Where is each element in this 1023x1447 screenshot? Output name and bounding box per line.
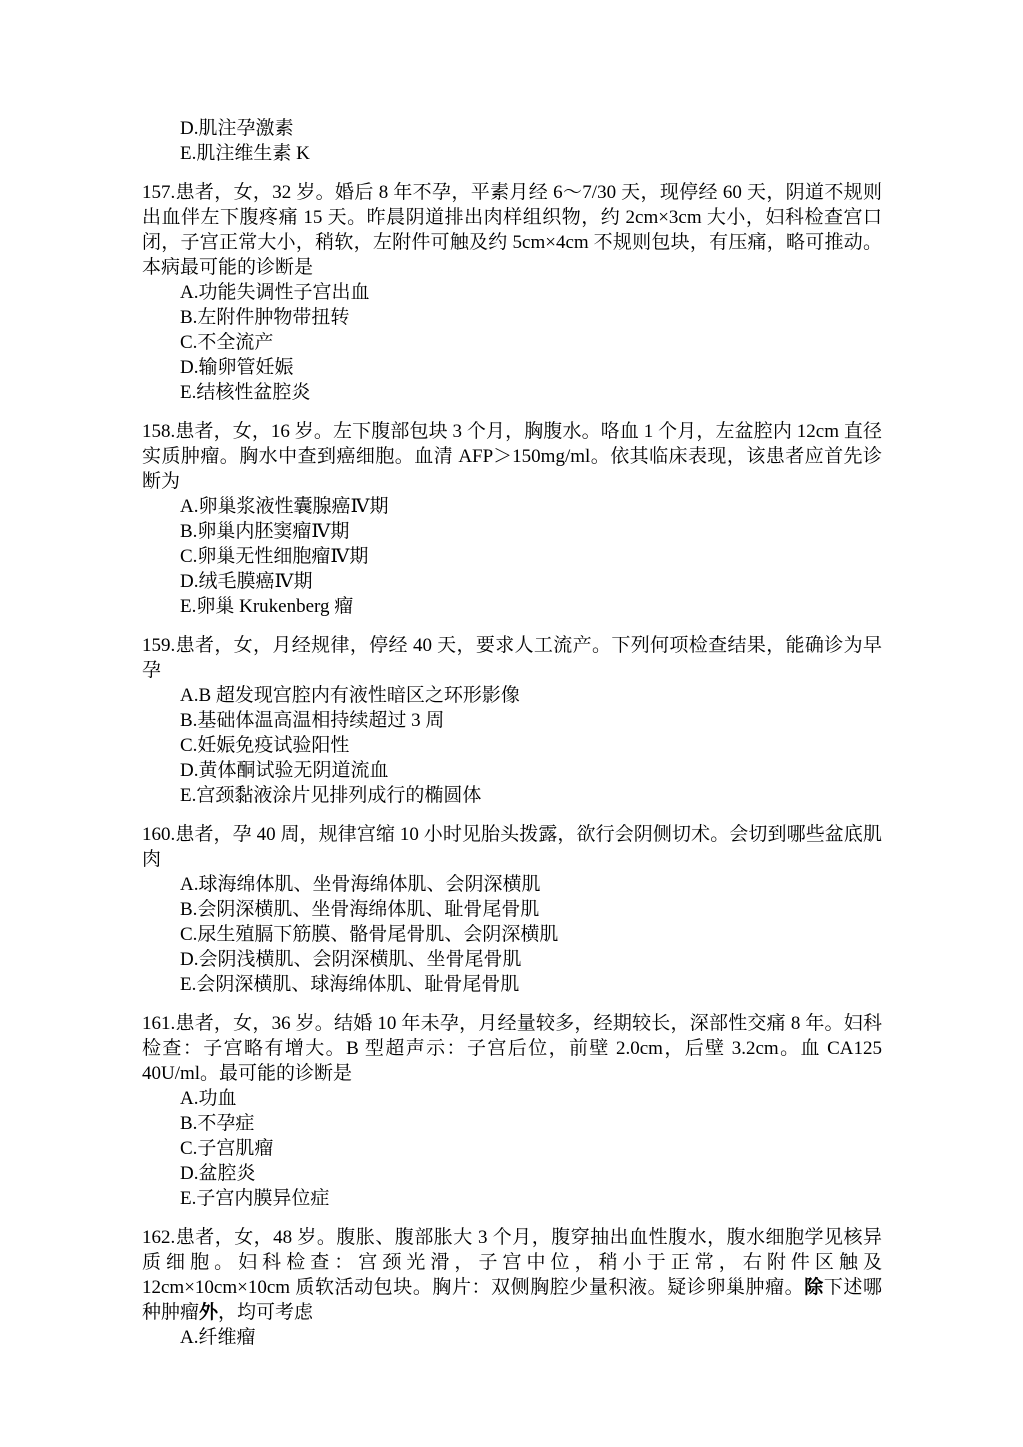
- question-stem: [142, 419, 882, 494]
- option-item: D.绒毛膜癌Ⅳ期: [180, 571, 313, 592]
- option-item: B.卵巢内胚窦瘤Ⅳ期: [180, 521, 350, 542]
- option-item: E.宫颈黏液涂片见排列成行的椭圆体: [180, 785, 482, 806]
- option-item: A.B 超发现宫腔内有液性暗区之环形影像: [180, 685, 520, 706]
- stem-text: 下述哪种肿瘤: [142, 1277, 882, 1323]
- option-item: E.卵巢 Krukenberg 瘤: [180, 596, 354, 617]
- stem-text: 患者，女，月经规律，停经 40 天，要求人工流产。下列何项检查结果，能确诊为早孕: [142, 635, 882, 681]
- question-number: 162.: [142, 1227, 176, 1248]
- question-stem: [142, 633, 882, 683]
- option-item: E.肌注维生素 K: [180, 143, 310, 164]
- question-number: 159.: [142, 635, 176, 656]
- option-item: C.不全流产: [180, 332, 274, 353]
- option-item: C.妊娠免疫试验阳性: [180, 735, 350, 756]
- question-number: 158.: [142, 421, 176, 442]
- question-number: 161.: [142, 1013, 176, 1034]
- question-block: [142, 1225, 882, 1350]
- question-block: [142, 822, 882, 997]
- stem-text: 患者，孕 40 周，规律宫缩 10 小时见胎头拨露，欲行会阴侧切术。会切到哪些盆底肌肉: [142, 824, 882, 870]
- stem-text: 患者，女，32 岁。婚后 8 年不孕，平素月经 6～7/30 天，现停经 60 天，阴道不规则出血伴左下腹疼痛 15 天。昨晨阴道排出肉样组织物，约 2cm×3cm 大小，妇科检查宫口闭，子宫正常大小，稍软，左附件可触及约 5cm×4cm 不规则包块，有压痛，略可推动。本病最可能的诊断是: [142, 182, 882, 278]
- option-item: A.纤维瘤: [180, 1327, 256, 1348]
- stem-bold-text: 外: [199, 1302, 219, 1323]
- option-item: B.不孕症: [180, 1113, 255, 1134]
- option-item: B.左附件肿物带扭转: [180, 307, 350, 328]
- option-item: C.尿生殖膈下筋膜、骼骨尾骨肌、会阴深横肌: [180, 924, 559, 945]
- option-item: A.球海绵体肌、坐骨海绵体肌、会阴深横肌: [180, 874, 541, 895]
- stem-text: ，均可考虑: [218, 1302, 314, 1323]
- document-page: [142, 116, 882, 1350]
- question-stem: [142, 180, 882, 280]
- question-block: [142, 1011, 882, 1211]
- option-item: D.输卵管妊娠: [180, 357, 294, 378]
- question-block: [142, 180, 882, 405]
- stem-bold-text: 除: [804, 1277, 824, 1298]
- question-block: [142, 633, 882, 808]
- option-item: C.卵巢无性细胞瘤Ⅳ期: [180, 546, 369, 567]
- option-item: D.盆腔炎: [180, 1163, 256, 1184]
- orphan-options-block: [142, 116, 882, 166]
- option-item: C.子宫肌瘤: [180, 1138, 274, 1159]
- option-item: E.会阴深横肌、球海绵体肌、耻骨尾骨肌: [180, 974, 520, 995]
- question-number: 157.: [142, 182, 176, 203]
- option-item: D.黄体酮试验无阴道流血: [180, 760, 389, 781]
- question-stem: [142, 1225, 882, 1325]
- question-block: [142, 419, 882, 619]
- stem-text: 患者，女，36 岁。结婚 10 年未孕，月经量较多，经期较长，深部性交痛 8 年。妇科检查：子宫略有增大。B 型超声示：子宫后位，前壁 2.0cm，后壁 3.2cm。血 CA125 40U/ml。最可能的诊断是: [142, 1013, 882, 1084]
- option-item: A.功能失调性子宫出血: [180, 282, 370, 303]
- option-item: A.卵巢浆液性囊腺癌Ⅳ期: [180, 496, 389, 517]
- option-item: D.肌注孕激素: [180, 118, 294, 139]
- stem-text: 患者，女，48 岁。腹胀、腹部胀大 3 个月，腹穿抽出血性腹水，腹水细胞学见核异质细胞。妇科检查：宫颈光滑，子宫中位，稍小于正常，右附件区触及 12cm×10cm×10cm 质软活动包块。胸片：双侧胸腔少量积液。疑诊卵巢肿瘤。: [142, 1227, 882, 1298]
- option-item: A.功血: [180, 1088, 237, 1109]
- option-item: B.基础体温高温相持续超过 3 周: [180, 710, 445, 731]
- option-item: E.结核性盆腔炎: [180, 382, 311, 403]
- option-item: B.会阴深横肌、坐骨海绵体肌、耻骨尾骨肌: [180, 899, 540, 920]
- option-item: E.子宫内膜异位症: [180, 1188, 330, 1209]
- question-stem: [142, 822, 882, 872]
- question-number: 160.: [142, 824, 176, 845]
- option-item: D.会阴浅横肌、会阴深横肌、坐骨尾骨肌: [180, 949, 522, 970]
- question-stem: [142, 1011, 882, 1086]
- stem-text: 患者，女，16 岁。左下腹部包块 3 个月，胸腹水。咯血 1 个月，左盆腔内 12cm 直径实质肿瘤。胸水中查到癌细胞。血清 AFP＞150mg/ml。依其临床表现，该患者应首先诊断为: [142, 421, 882, 492]
